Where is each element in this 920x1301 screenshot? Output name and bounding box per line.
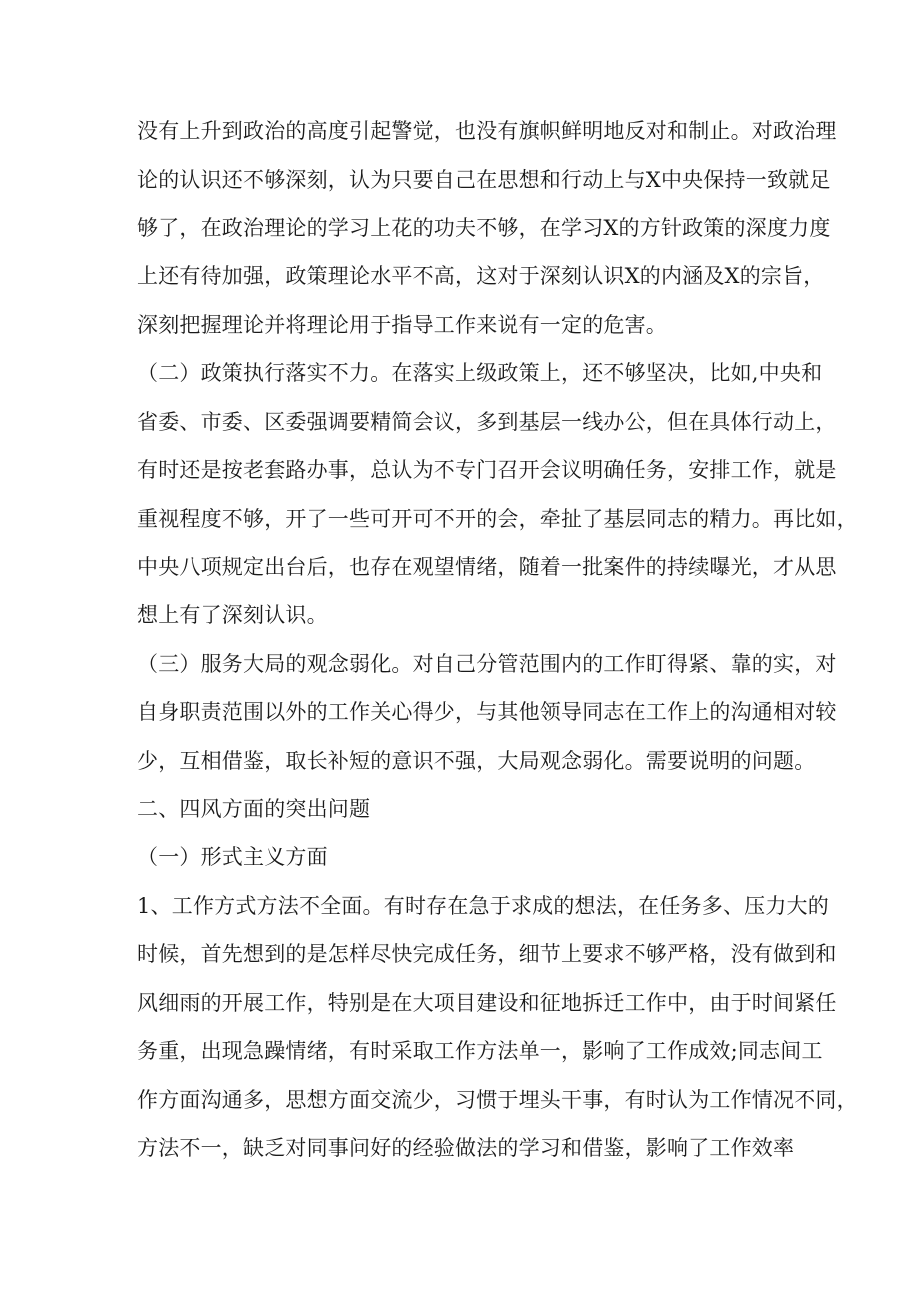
text-line: 1、工作方式方法不全面。有时存在急于求成的想法，在任务多、压力大的 <box>137 894 829 918</box>
section-heading: 二、四风方面的突出问题 <box>137 797 371 821</box>
text-line: 上还有待加强，政策理论水平不高，这对于深刻认识X的内涵及X的宗旨， <box>137 264 825 288</box>
subsection-heading: （一）形式主义方面 <box>137 845 328 869</box>
section-heading-line: （三）服务大局的观念弱化。对自己分管范围内的工作盯得紧、靠的实，对 <box>137 652 837 676</box>
text-line: 自身职责范围以外的工作关心得少，与其他领导同志在工作上的沟通相对较 <box>137 700 837 724</box>
text-line: 少，互相借鉴，取长补短的意识不强，大局观念弱化。需要说明的问题。 <box>137 749 816 773</box>
text-line: 时候，首先想到的是怎样尽快完成任务，细节上要求不够严格，没有做到和 <box>137 942 837 966</box>
text-line: 方法不一，缺乏对同事问好的经验做法的学习和借鉴，影响了工作效率 <box>137 1136 795 1160</box>
text-line: 没有上升到政治的高度引起警觉，也没有旗帜鲜明地反对和制止。对政治理 <box>137 119 837 143</box>
text-line: 深刻把握理论并将理论用于指导工作来说有一定的危害。 <box>137 313 667 337</box>
text-line: 够了，在政治理论的学习上花的功夫不够，在学习X的方针政策的深度力度 <box>137 216 831 240</box>
text-line: 务重，出现急躁情绪，有时采取工作方法单一，影响了工作成效;同志间工 <box>137 1039 823 1063</box>
text-line: 风细雨的开展工作，特别是在大项目建设和征地拆迁工作中，由于时间紧任 <box>137 991 837 1015</box>
text-line: 中央八项规定出台后，也存在观望情绪，随着一批案件的持续曝光，才从思 <box>137 555 837 579</box>
text-line: 想上有了深刻认识。 <box>137 603 328 627</box>
text-line: 省委、市委、区委强调要精简会议，多到基层一线办公，但在具体行动上， <box>137 410 837 434</box>
section-heading-line: （二）政策执行落实不力。在落实上级政策上，还不够坚决，比如,中央和 <box>137 361 823 385</box>
text-line: 有时还是按老套路办事，总认为不专门召开会议明确任务，安排工作，就是 <box>137 458 837 482</box>
text-line: 作方面沟通多，思想方面交流少，习惯于埋头干事，有时认为工作情况不同， <box>137 1088 858 1112</box>
text-line: 论的认识还不够深刻，认为只要自己在思想和行动上与X中央保持一致就足 <box>137 168 831 192</box>
text-line: 重视程度不够，开了一些可开可不开的会，牵扯了基层同志的精力。再比如， <box>137 507 858 531</box>
